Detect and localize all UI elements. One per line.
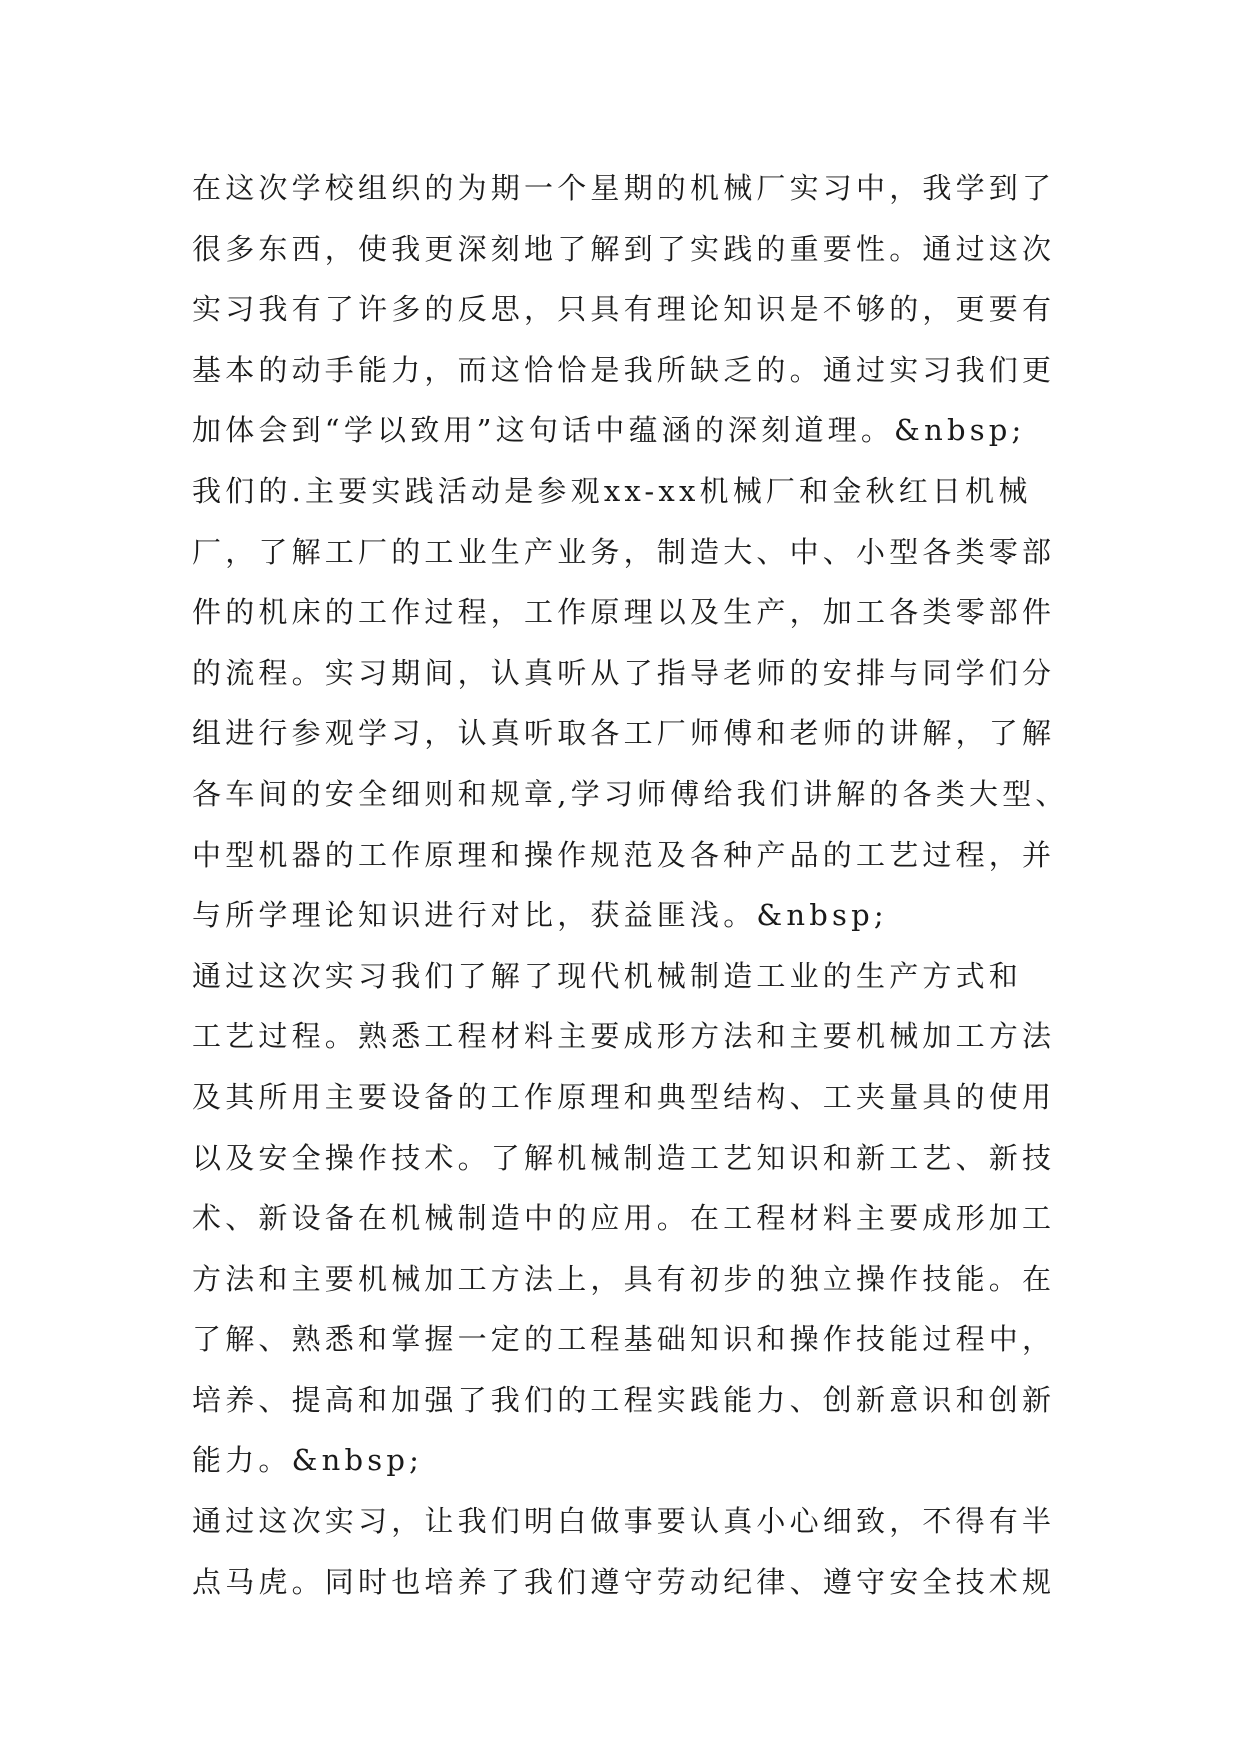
text-line: 方法和主要机械加工方法上，具有初步的独立操作技能。在 — [192, 1261, 1056, 1296]
text-line: 通过这次实习我们了解了现代机械制造工业的生产方式和 — [192, 958, 1023, 993]
text-line: 我们的.主要实践活动是参观xx-xx机械厂和金秋红日机械 — [192, 473, 1032, 508]
text-line: 工艺过程。熟悉工程材料主要成形方法和主要机械加工方法 — [192, 1019, 1056, 1054]
text-line: 了解、熟悉和掌握一定的工程基础知识和操作技能过程中， — [192, 1322, 1056, 1357]
text-line: 组进行参观学习，认真听取各工厂师傅和老师的讲解，了解 — [192, 716, 1056, 751]
text-line: 加体会到“学以致用”这句话中蕴涵的深刻道理。&nbsp; — [192, 413, 1026, 448]
text-line: 件的机床的工作过程，工作原理以及生产，加工各类零部件 — [192, 595, 1056, 630]
text-line: 术、新设备在机械制造中的应用。在工程材料主要成形加工 — [192, 1201, 1056, 1236]
text-line: 基本的动手能力，而这恰恰是我所缺乏的。通过实习我们更 — [192, 352, 1056, 387]
text-line: 通过这次实习，让我们明白做事要认真小心细致，不得有半 — [192, 1504, 1056, 1539]
text-line: 实习我有了许多的反思，只具有理论知识是不够的，更要有 — [192, 292, 1056, 327]
text-line: 能力。&nbsp; — [192, 1443, 424, 1478]
text-line: 及其所用主要设备的工作原理和典型结构、工夹量具的使用 — [192, 1079, 1056, 1114]
text-line: 的流程。实习期间，认真听从了指导老师的安排与同学们分 — [192, 655, 1056, 690]
text-line: 以及安全操作技术。了解机械制造工艺知识和新工艺、新技 — [192, 1140, 1056, 1175]
body-text — [192, 158, 1069, 1612]
text-line: 点马虎。同时也培养了我们遵守劳动纪律、遵守安全技术规 — [192, 1564, 1056, 1599]
text-line: 在这次学校组织的为期一个星期的机械厂实习中，我学到了 — [192, 171, 1056, 205]
text-line: 中型机器的工作原理和操作规范及各种产品的工艺过程，并 — [192, 837, 1056, 872]
text-line: 培养、提高和加强了我们的工程实践能力、创新意识和创新 — [192, 1382, 1056, 1417]
text-line: 很多东西，使我更深刻地了解到了实践的重要性。通过这次 — [192, 231, 1056, 266]
text-line: 厂，了解工厂的工业生产业务，制造大、中、小型各类零部 — [192, 534, 1056, 569]
text-line: 各车间的安全细则和规章,学习师傅给我们讲解的各类大型、 — [192, 776, 1069, 811]
text-line: 与所学理论知识进行对比，获益匪浅。&nbsp; — [192, 898, 888, 933]
